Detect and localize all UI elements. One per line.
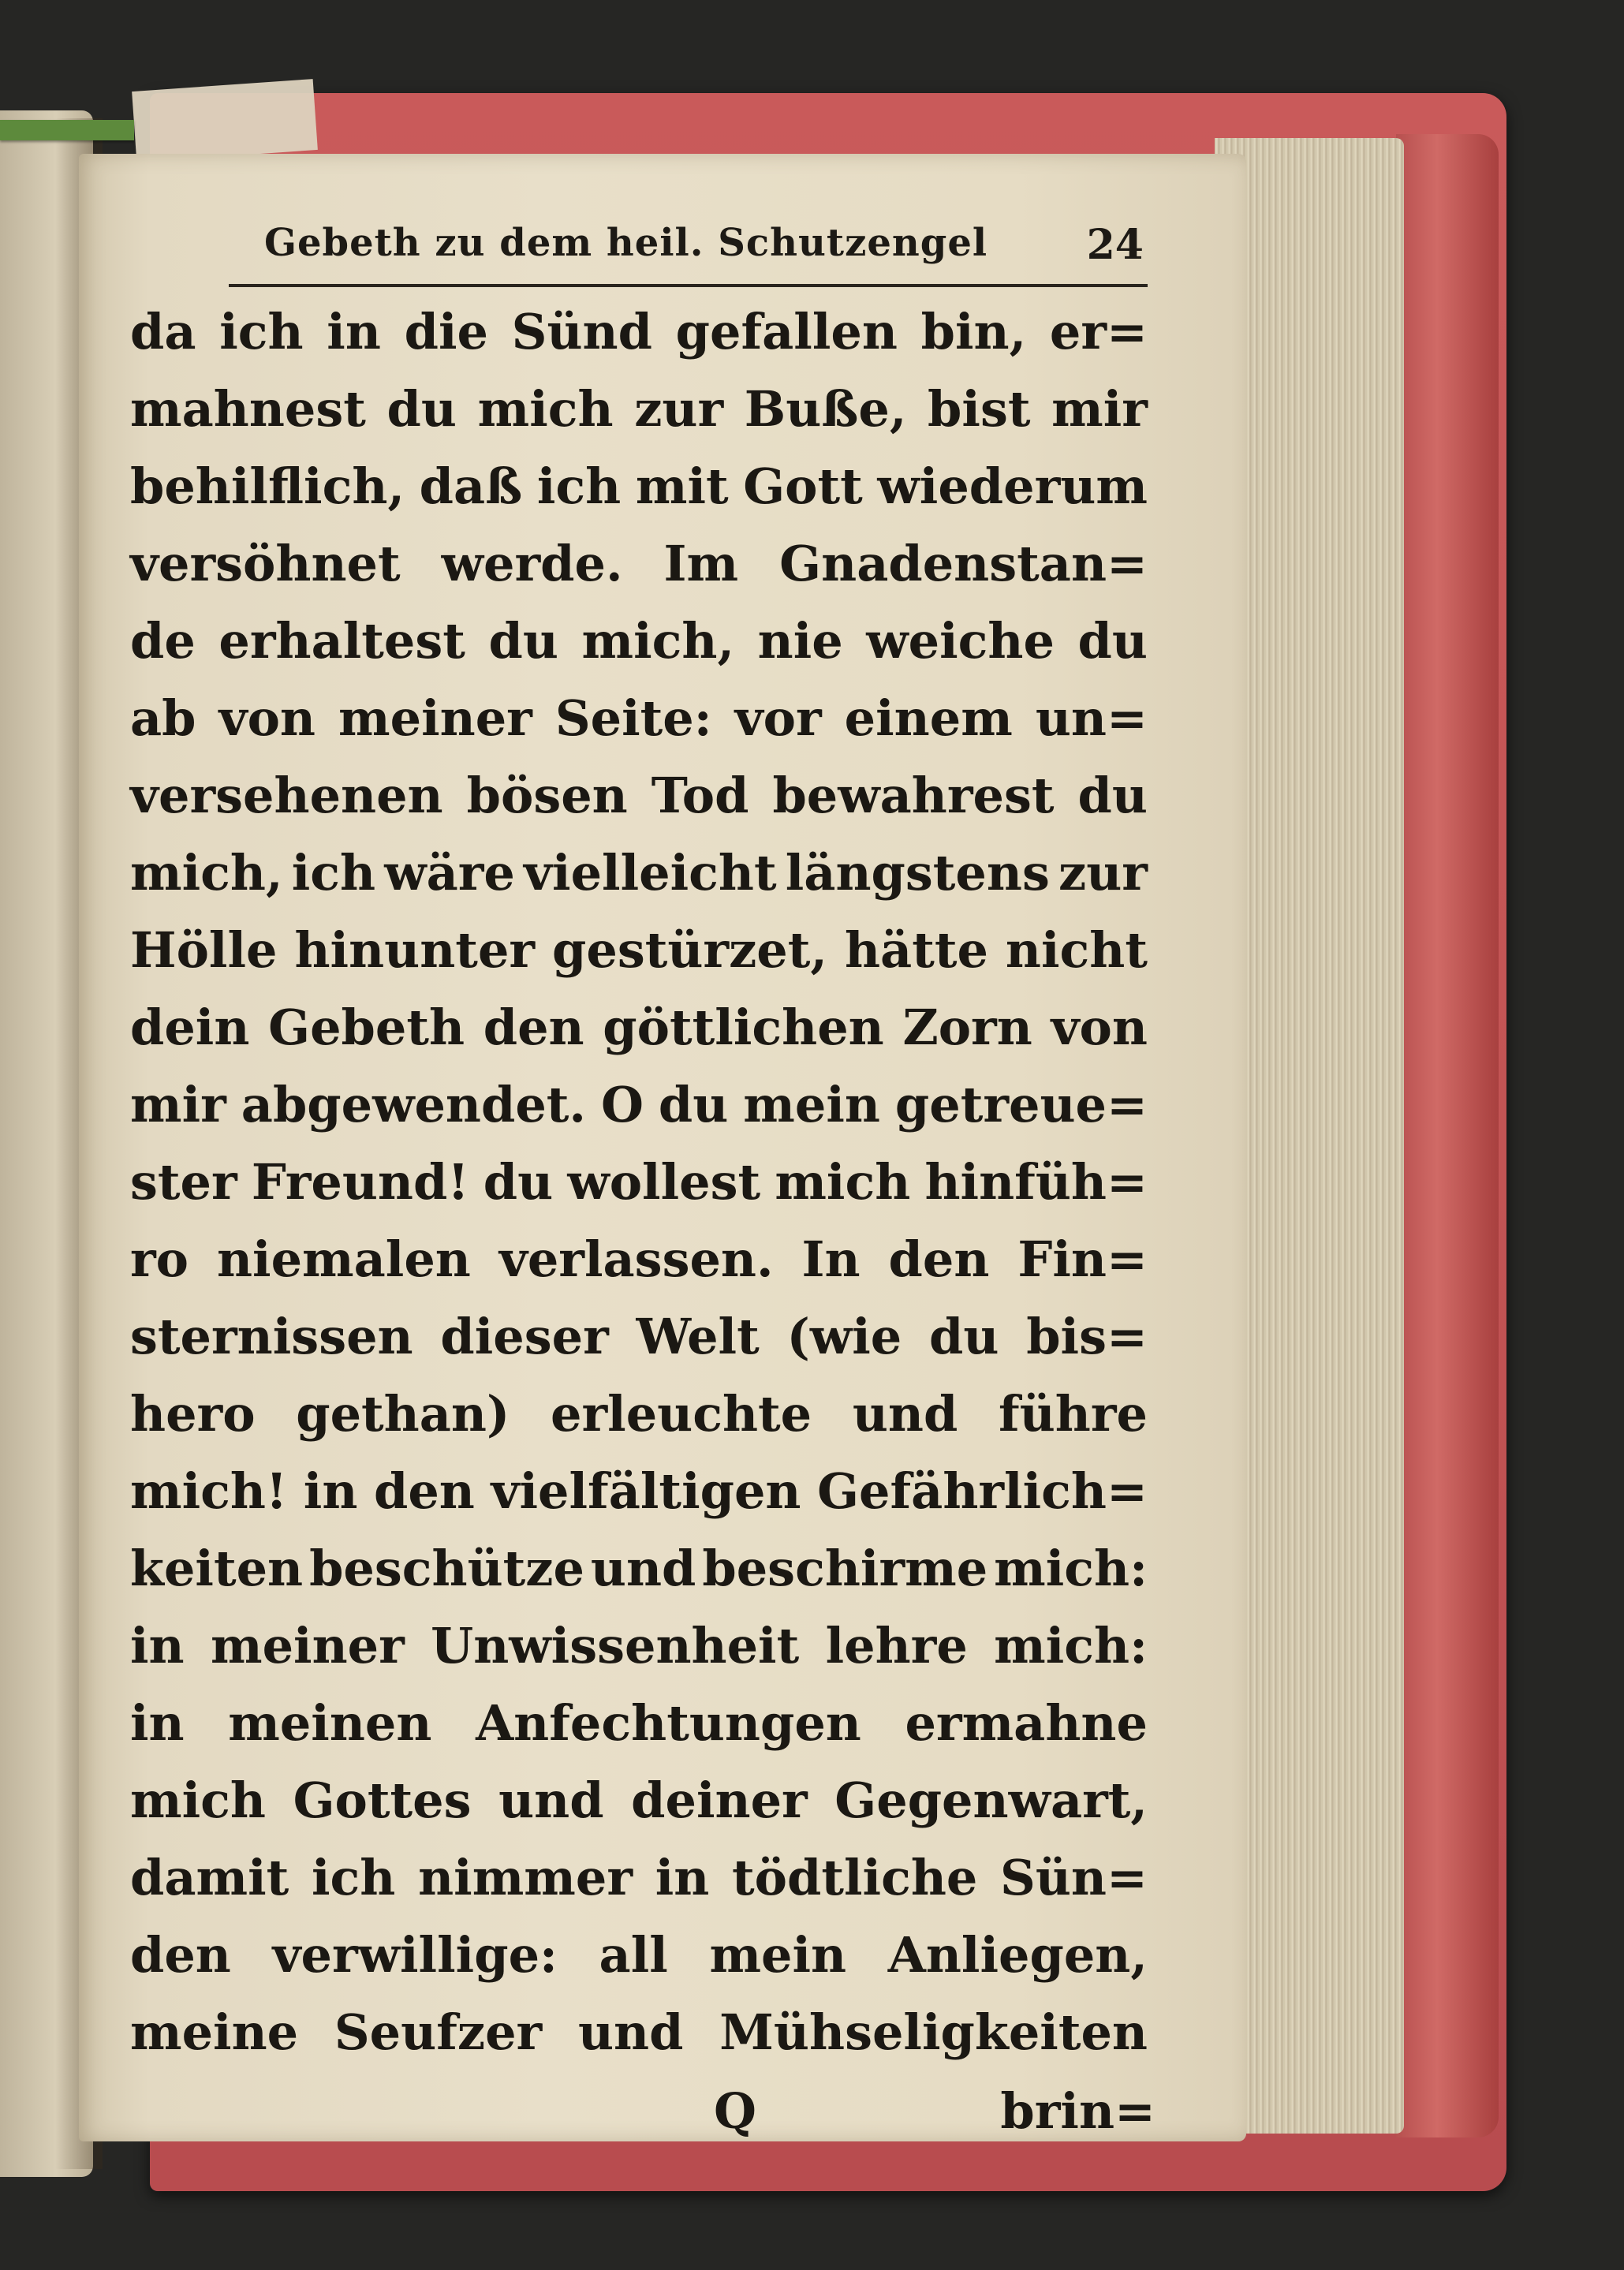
word: Im [663,535,739,592]
word: Freund! [251,1153,469,1211]
word: vor [734,689,822,747]
word: hinfüh= [924,1153,1148,1211]
word: zur [1058,844,1148,902]
word: in [130,1694,185,1752]
text-line [130,989,1148,1066]
running-title: Gebeth zu dem heil. Schutzengel [264,221,988,265]
word: du [658,1076,729,1133]
text-line [130,371,1148,448]
word: in [303,1462,358,1520]
word: bewahrest [772,767,1055,824]
text-line [130,1762,1148,1839]
word: du [488,612,558,670]
word: beschirme [702,1540,988,1597]
word: von [218,689,316,747]
word: Sünd [511,303,652,360]
word: bist [928,380,1031,438]
text-line [130,1453,1148,1530]
text-line [130,1221,1148,1298]
word: führe [999,1385,1148,1443]
word: erhaltest [218,612,465,670]
word: von [1051,999,1148,1056]
word: und [577,2003,684,2061]
word: mich, [581,612,735,670]
word: Unwissenheit [431,1617,800,1674]
word: hero [130,1385,256,1443]
word: Seite: [554,689,712,747]
word: mich: [994,1617,1148,1674]
text-line [130,448,1148,525]
text-line [130,603,1148,680]
word: du [1077,612,1148,670]
word: gestürzet, [552,921,827,979]
word: längstens [785,844,1050,902]
word: mich [775,1153,911,1211]
word: Gegenwart, [834,1772,1148,1829]
word: den [888,1230,990,1288]
text-line [130,1376,1148,1453]
word: meine [130,2003,299,2061]
word: mich [477,380,614,438]
word: ich [536,457,622,515]
word: wäre [384,844,515,902]
text-line [130,912,1148,989]
word: wiederum [877,457,1148,515]
word: Gottes [293,1772,472,1829]
text-line [130,834,1148,912]
word: In [801,1230,861,1288]
word: Fin= [1017,1230,1148,1288]
word: Gott [743,457,863,515]
word: nicht [1005,921,1148,979]
signature-mark: Q [714,2082,757,2140]
word: und [852,1385,958,1443]
word: in [327,303,381,360]
text-line [130,1685,1148,1762]
text-line [130,1839,1148,1917]
word: göttlichen [603,999,884,1056]
word: er= [1049,303,1148,360]
word: hätte [844,921,988,979]
word: bösen [466,767,628,824]
text-line [130,757,1148,834]
word: O [600,1076,644,1133]
word: mich, [130,844,283,902]
bookmark-ribbon [0,120,134,140]
word: gethan) [296,1385,510,1443]
word: abgewendet. [241,1076,587,1133]
word: und [498,1772,604,1829]
word: mir [1051,380,1148,438]
word: meinen [228,1694,432,1752]
word: versöhnet [130,535,401,592]
word: zur [634,380,724,438]
word: ster [130,1153,237,1211]
word: niemalen [216,1230,471,1288]
word: getreue= [894,1076,1148,1133]
word: den [483,999,584,1056]
word: in [130,1617,185,1674]
word: mich! [130,1462,288,1520]
word: mein [709,1926,847,1984]
word: wollest [567,1153,761,1211]
word: deiner [631,1772,808,1829]
text-line [130,1607,1148,1685]
text-line [130,1298,1148,1376]
word: du [929,1308,999,1365]
word: mahnest [130,380,366,438]
text-line [130,680,1148,757]
word: Mühseligkeiten [719,2003,1148,2061]
word: lehre [825,1617,968,1674]
word: ich [312,1849,396,1906]
page-number: 24 [1086,221,1144,269]
text-line [130,1917,1148,1994]
word: meiner [210,1617,405,1674]
word: un= [1035,689,1148,747]
word: die [404,303,488,360]
word: Tod [651,767,749,824]
word: Gefährlich= [817,1462,1148,1520]
word: mir [130,1076,226,1133]
text-line [130,293,1148,371]
word: Gebeth [268,999,465,1056]
word: all [599,1926,668,1984]
word: ermahne [905,1694,1148,1752]
word: behilflich, [130,457,405,515]
word: Anfechtungen [476,1694,861,1752]
word: mich [130,1772,266,1829]
word: (wie [786,1308,902,1365]
text-line [130,1994,1148,2071]
word: den [130,1926,231,1984]
word: dieser [440,1308,609,1365]
text-line [130,1144,1148,1221]
word: vielleicht [524,844,777,902]
running-header [264,221,1144,284]
word: und [590,1540,696,1597]
word: werde. [441,535,623,592]
word: Anliegen, [887,1926,1148,1984]
word: beschütze [309,1540,584,1597]
word: nie [757,612,843,670]
paper-tab [132,79,318,162]
word: in [655,1849,710,1906]
header-rule [229,284,1148,287]
word: ab [130,689,196,747]
text-line [130,1530,1148,1607]
word: mein [743,1076,880,1133]
word: verlassen. [498,1230,774,1288]
word: ich [291,844,376,902]
word: den [374,1462,475,1520]
word: tödtliche [732,1849,978,1906]
word: du [386,380,457,438]
word: ro [130,1230,189,1288]
word: keiten [130,1540,304,1597]
cover-edge [1396,134,1499,2137]
text-line [130,525,1148,603]
word: Gnadenstan= [779,535,1148,592]
word: versehenen [130,767,443,824]
word: sternissen [130,1308,413,1365]
word: du [483,1153,554,1211]
word: weiche [866,612,1055,670]
catchword: brin= [1000,2082,1155,2140]
word: damit [130,1849,289,1906]
word: mich: [994,1540,1148,1597]
word: Zorn [902,999,1032,1056]
word: Seufzer [334,2003,543,2061]
word: hinunter [294,921,536,979]
word: erleuchte [551,1385,812,1443]
word: Hölle [130,921,278,979]
word: de [130,612,196,670]
text-line [130,1066,1148,1144]
word: da [130,303,196,360]
word: einem [844,689,1013,747]
word: bis= [1026,1308,1148,1365]
word: nimmer [418,1849,633,1906]
page-footer [714,2082,1155,2153]
word: bin, [920,303,1027,360]
word: du [1077,767,1148,824]
word: ich [219,303,304,360]
word: Sün= [1000,1849,1148,1906]
word: daß [419,457,523,515]
word: dein [130,999,250,1056]
word: verwillige: [272,1926,558,1984]
word: Welt [636,1308,760,1365]
word: gefallen [675,303,898,360]
word: Buße, [744,380,907,438]
word: vielfältigen [491,1462,801,1520]
word: meiner [338,689,532,747]
word: mit [635,457,729,515]
body-text [130,293,1148,2071]
